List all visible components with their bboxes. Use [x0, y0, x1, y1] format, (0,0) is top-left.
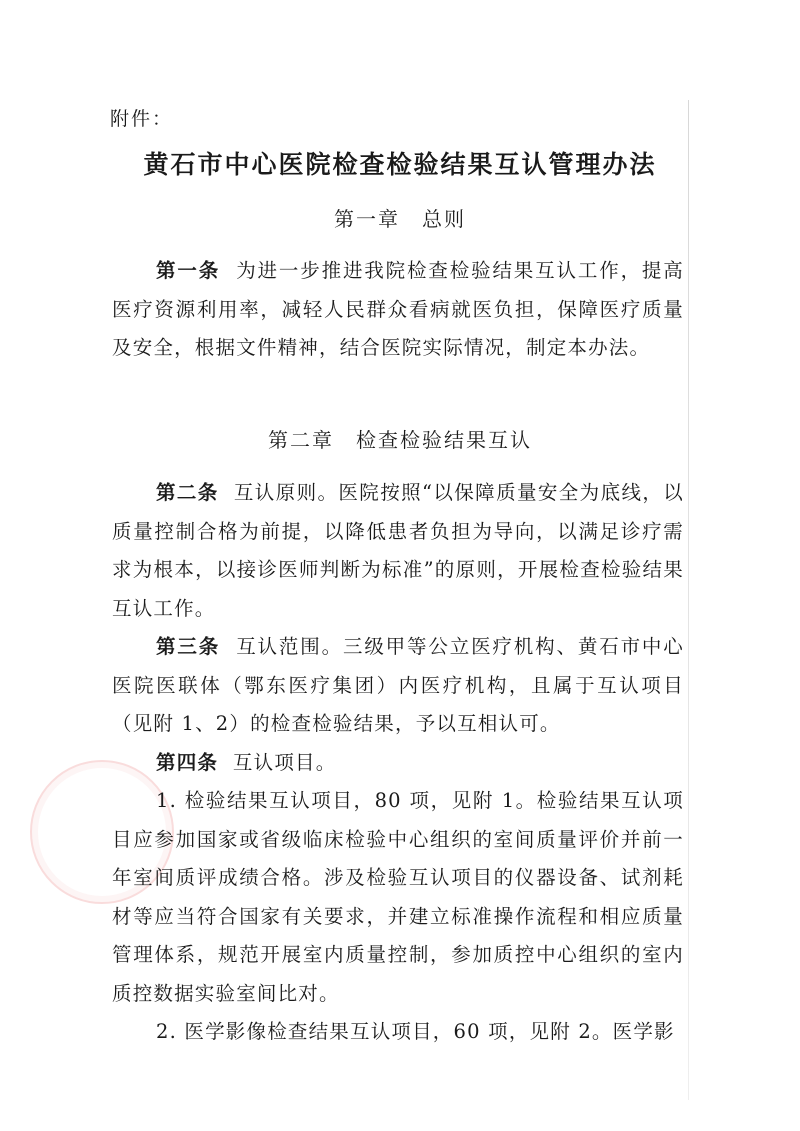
article-2-label: 第二条: [156, 481, 219, 504]
chapter-2-name: 检查检验结果互认: [356, 428, 532, 452]
article-3-text: 互认范围。三级甲等公立医疗机构、黄石市中心医院医联体（鄂东医疗集团）内医疗机构，且属于互认项目（见附 1、2）的检查检验结果，予以互相认可。: [112, 635, 684, 735]
article-1-label: 第一条: [156, 259, 221, 282]
chapter-1-name: 总则: [422, 207, 466, 231]
chapter-2-number: 第二章: [268, 428, 334, 452]
scan-edge-line: [688, 100, 689, 1100]
item-1: 1. 检验结果互认项目，80 项，见附 1。检验结果互认项目应参加国家或省级临床检验中心组织的室间质量评价并前一年室间质评成绩合格。涉及检验互认项目的仪器设备、试剂耗材等应当符合国家有关要求，并建立标准操作流程和相应质量管理体系，规范开展室内质量控制，参加质控中心组织的室内质控数据实验室间比对。: [112, 789, 684, 1005]
article-2-text: 互认原则。医院按照“以保障质量安全为底线，以质量控制合格为前提，以降低患者负担为导向，以满足诊疗需求为根本，以接诊医师判断为标准”的原则，开展检查检验结果互认工作。: [112, 481, 684, 620]
article-1-text: 为进一步推进我院检查检验结果互认工作，提高医疗资源利用率，减轻人民群众看病就医负担，保障医疗质量及安全，根据文件精神，结合医院实际情况，制定本办法。: [112, 259, 684, 359]
chapter-1-heading: [100, 203, 700, 232]
chapter-2-body: [112, 474, 684, 1052]
article-1: [112, 252, 684, 368]
chapter-1-body: [112, 252, 684, 368]
chapter-2-heading: [100, 424, 700, 453]
article-4-label: 第四条: [156, 750, 219, 774]
article-4: [112, 744, 684, 783]
chapter-1-number: 第一章: [334, 207, 400, 231]
document-title: 黄石市中心医院检查检验结果互认管理办法: [143, 150, 657, 179]
item-2: 2. 医学影像检查结果互认项目，60 项，见附 2。医学影: [156, 1020, 675, 1043]
article-4-text: 互认项目。: [232, 750, 337, 774]
article-2: [112, 474, 684, 628]
article-3: [112, 628, 684, 744]
attachment-label: 附件：: [110, 108, 174, 130]
article-3-label: 第三条: [156, 635, 221, 658]
